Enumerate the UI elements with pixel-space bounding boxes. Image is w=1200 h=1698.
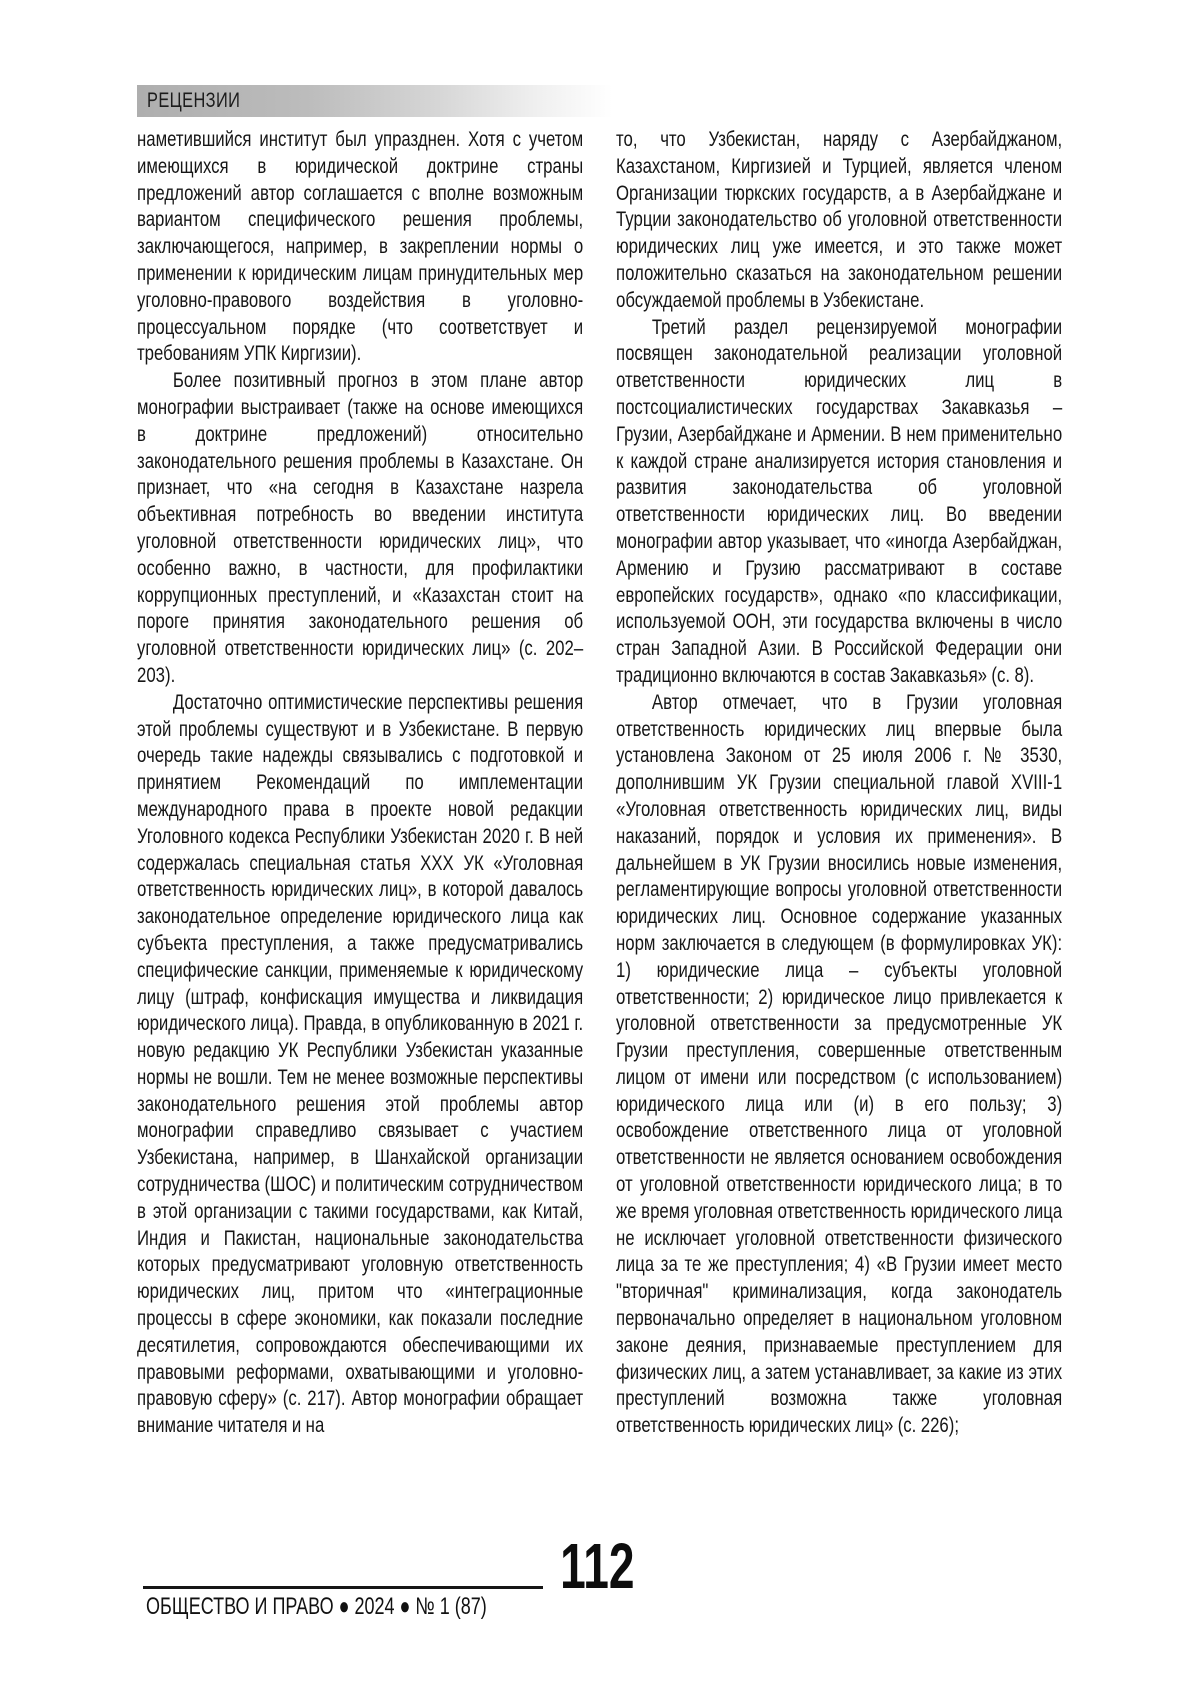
body-paragraph: Автор отмечает, что в Грузии уголовная ответственность юридических лиц впервые была установлена Законом от 25 июля 2006 г. № 3530, дополнившим УК Грузии специальной главой XVIII-1 «Уголовная ответственность юридических лиц, виды наказаний, порядок и условия их применения». В дальнейшем в УК Грузии вносились новые изменения, регламентирующие вопросы уголовной ответственности юридических лиц. Основное содержание указанных норм заключается в следующем (в формулировках УК): 1) юридические лица – субъекты уголовной ответственности; 2) юридическое лицо привлекается к уголовной ответственности за предусмотренные УК Грузии преступления, совершенные ответственным лицом от имени или посредством (с использованием) юридического лица или (и) в его пользу; 3) освобождение ответственного лица от уголовной ответственности не является основанием освобождения от уголовной ответственности юридического лица; в то же время уголовная ответственность юридического лица не исключает уголовной ответственности физического лица за те же преступления; 4) «В Грузии имеет место "вторичная" криминализация, когда законодатель первоначально определяет в национальном уголовном законе деяния, признаваемые преступлением для физических лиц, а затем устанавливает, за какие из этих преступлений возможна также уголовная ответственность юридических лиц» (с. 226);	[616, 689, 1063, 1438]
text-column-left	[137, 126, 583, 1439]
journal-footer-line: ОБЩЕСТВО И ПРАВО ● 2024 ● № 1 (87)	[146, 1593, 487, 1620]
body-paragraph: Третий раздел рецензируемой монографии посвящен законодательной реализации уголовной ответственности юридических лиц в постсоциалистических государствах Закавказья – Грузии, Азербайджане и Армении. В нем применительно к каждой стране анализируется история становления и развития законодательства об уголовной ответственности юридических лиц. Во введении монографии автор указывает, что «иногда Азербайджан, Армению и Грузию рассматривают в составе европейских государств», однако «по классификации, используемой ООН, эти государства включены в число стран Западной Азии. В Российской Федерации они традиционно включаются в состав Закавказья» (с. 8).	[616, 314, 1063, 687]
body-paragraph: то, что Узбекистан, наряду с Азербайджаном, Казахстаном, Киргизией и Турцией, является членом Организации тюркских государств, а в Азербайджане и Турции законодательство об уголовной ответственности юридических лиц уже имеется, и это также может положительно сказаться на законодательном решении обсуждаемой проблемы в Узбекистане.	[616, 127, 1063, 312]
section-label: РЕЦЕНЗИИ	[147, 89, 241, 112]
text-column-right	[616, 126, 1062, 1439]
body-paragraph: наметившийся институт был упразднен. Хотя с учетом имеющихся в юридической доктрине страны предложений автор соглашается с вполне возможным вариантом специфического решения проблемы, заключающегося, например, в закреплении нормы о применении к юридическим лицам принудительных мер уголовно-правового воздействия в уголовно-процессуальном порядке (что соответствует и требованиям УПК Киргизии).	[137, 127, 584, 366]
body-paragraph: Достаточно оптимистические перспективы решения этой проблемы существуют и в Узбекистане. В первую очередь такие надежды связывались с подготовкой и принятием Рекомендаций по имплементации международного права в проекте новой редакции Уголовного кодекса Республики Узбекистан 2020 г. В ней содержалась специальная статья XXX УК «Уголовная ответственность юридических лиц», в которой давалось законодательное определение юридического лица как субъекта преступления, а также предусматривались специфические санкции, применяемые к юридическому лицу (штраф, конфискация имущества и ликвидация юридического лица). Правда, в опубликованную в 2021 г. новую редакцию УК Республики Узбекистан указанные нормы не вошли. Тем не менее возможные перспективы законодательного решения этой проблемы автор монографии справедливо связывает с участием Узбекистана, например, в Шанхайской организации сотрудничества (ШОС) и политическим сотрудничеством в этой организации с такими государствами, как Китай, Индия и Пакистан, национальные законодательства которых предусматривают уголовную ответственность юридических лиц, притом что «интеграционные процессы в сфере экономики, как показали последние десятилетия, сопровождаются обеспечивающими их правовыми реформами, охватывающими и уголовно-правовую сферу» (с. 217). Автор монографии обращает внимание читателя и на	[137, 689, 584, 1438]
body-paragraph: Более позитивный прогноз в этом плане автор монографии выстраивает (также на основе имеющихся в доктрине предложений) относительно законодательного решения проблемы в Казахстане. Он признает, что «на сегодня в Казахстане назрела объективная потребность во введении института уголовной ответственности юридических лиц», что особенно важно, в частности, для профилактики коррупционных преступлений, и «Казахстан стоит на пороге принятия законодательного решения об уголовной ответственности юридических лиц» (с. 202–203).	[137, 368, 584, 687]
footer-rule	[143, 1586, 543, 1589]
page-number: 112	[558, 1537, 637, 1595]
header-band	[137, 85, 622, 117]
